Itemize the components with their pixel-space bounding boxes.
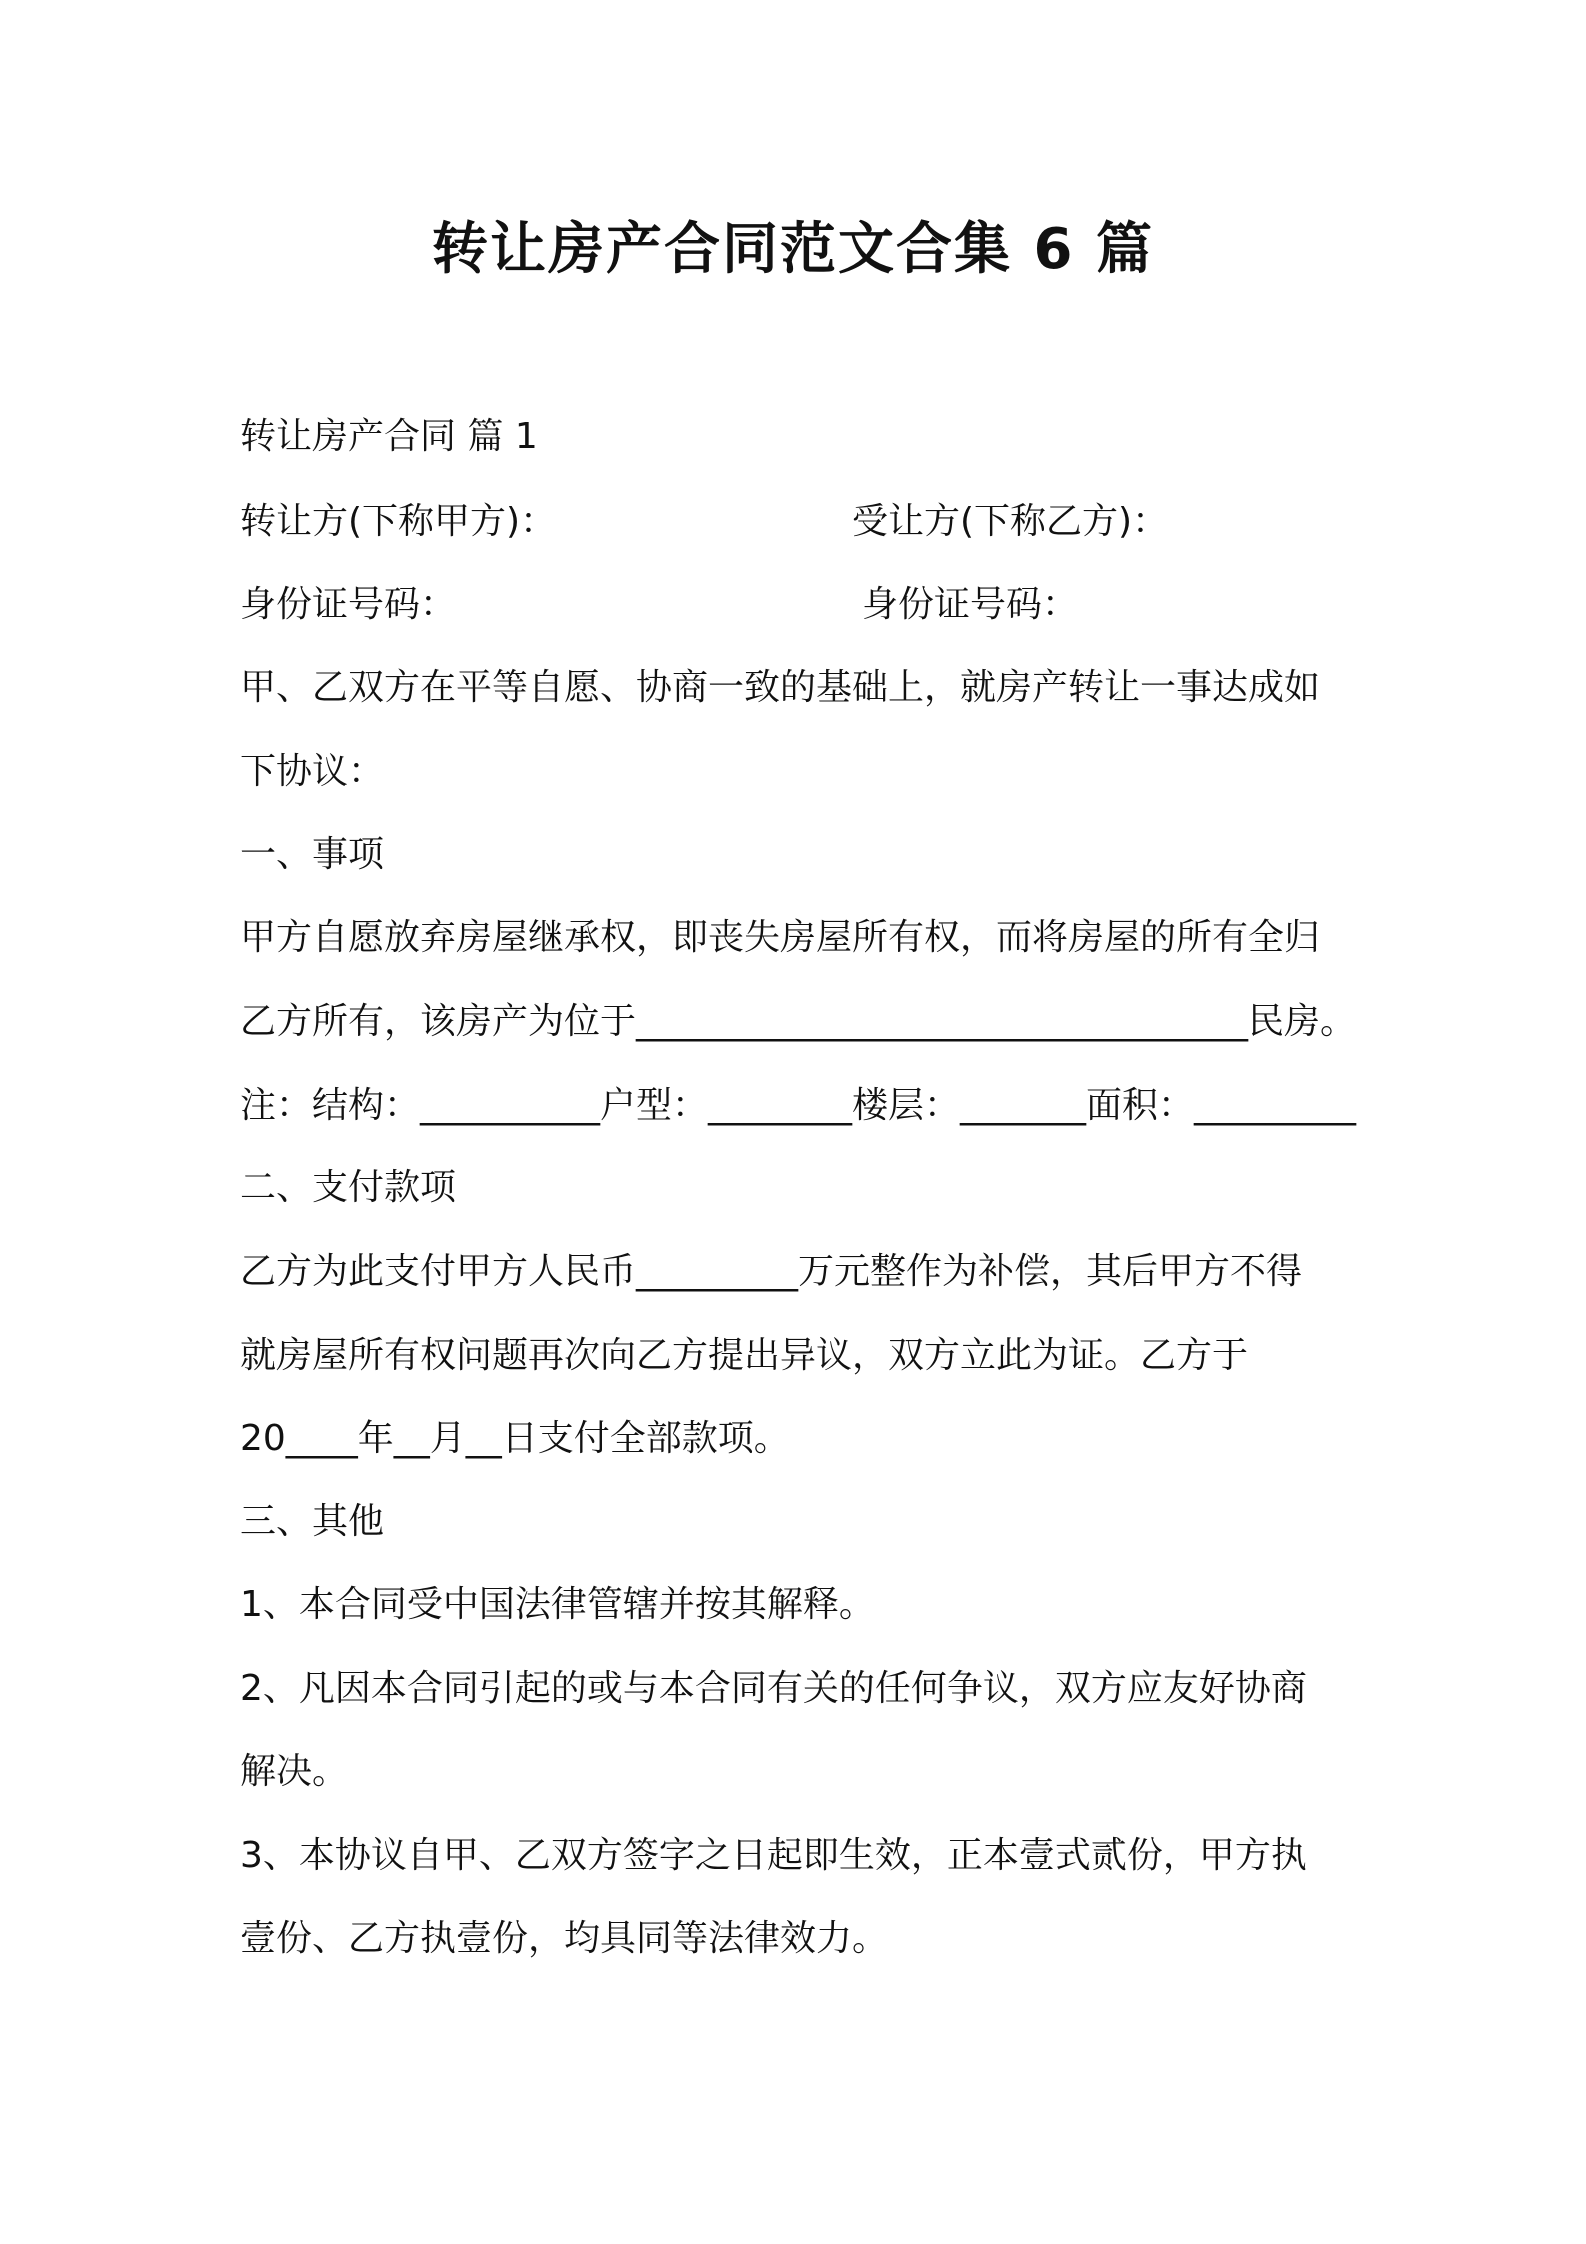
- property-details-line: 注：结构：__________户型：________楼层：_______面积：_________: [240, 1085, 1357, 1126]
- list-item: 2、凡因本合同引起的或与本合同有关的任何争议，双方应友好协商: [240, 1668, 1307, 1709]
- list-item: 1、本合同受中国法律管辖并按其解释。: [240, 1584, 875, 1625]
- paragraph-line: 乙方为此支付甲方人民币_________万元整作为补偿，其后甲方不得: [240, 1251, 1303, 1292]
- list-item: 3、本协议自甲、乙双方签字之日起即生效，正本壹式贰份，甲方执: [240, 1835, 1307, 1876]
- paragraph-line: 下协议：: [240, 751, 385, 792]
- paragraph-line: 乙方所有，该房产为位于__________________________________民房。: [240, 1001, 1357, 1042]
- document-title: 转让房产合同范文合集 6 篇: [432, 217, 1154, 282]
- list-item-continuation: 壹份、乙方执壹份，均具同等法律效力。: [240, 1918, 889, 1959]
- clause-heading-2: 二、支付款项: [240, 1167, 457, 1208]
- transferor-label: 转让方(下称甲方)：: [240, 501, 557, 542]
- clause-heading-1: 一、事项: [240, 834, 385, 875]
- paragraph-line: 就房屋所有权问题再次向乙方提出异议，双方立此为证。乙方于: [240, 1335, 1249, 1376]
- transferee-id-label: 身份证号码：: [862, 584, 1079, 625]
- paragraph-line: 甲方自愿放弃房屋继承权，即丧失房屋所有权，而将房屋的所有全归: [240, 917, 1321, 958]
- list-item-continuation: 解决。: [240, 1751, 349, 1792]
- section-heading-1: 转让房产合同 篇 1: [240, 416, 538, 457]
- transferee-label: 受让方(下称乙方)：: [852, 501, 1169, 542]
- payment-date-line: 20____年__月__日支付全部款项。: [240, 1418, 790, 1459]
- paragraph-line: 甲、乙双方在平等自愿、协商一致的基础上，就房产转让一事达成如: [240, 667, 1321, 708]
- clause-heading-3: 三、其他: [240, 1501, 385, 1542]
- transferor-id-label: 身份证号码：: [240, 584, 457, 625]
